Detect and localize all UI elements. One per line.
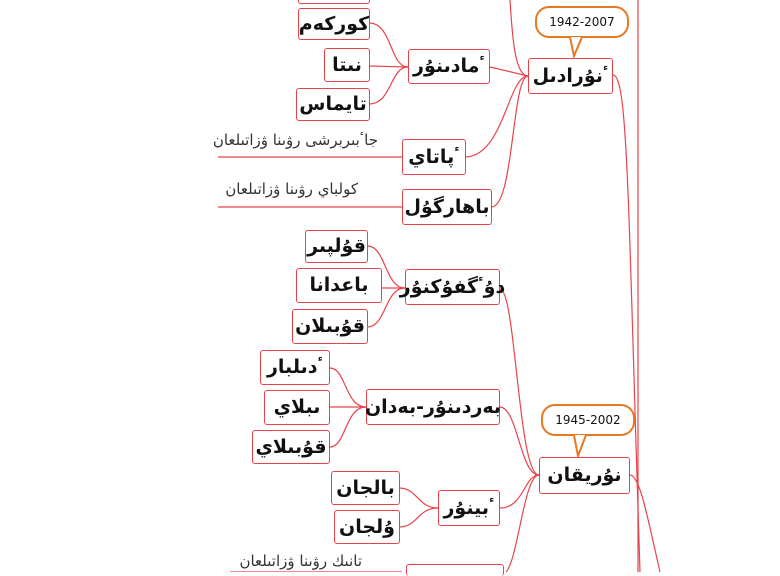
node-patay[interactable]: ٴپاتاي (402, 139, 466, 175)
node-baljan[interactable]: بالجان (331, 471, 400, 505)
node-uljan[interactable]: ۇلجان (334, 510, 400, 544)
node-binur[interactable]: ٴبينۇر (438, 490, 500, 526)
nuradil-callout-pointer (568, 36, 588, 58)
node-dugfukinur[interactable]: دۇٴگفۇكنۇر (405, 269, 500, 305)
node-nita[interactable]: نىتا (324, 48, 370, 82)
node-berdinur-badan[interactable]: بەردىنۇر-بەدان (366, 389, 500, 425)
patay-note: جاٴبىربرشى رۋىنا ۋزاتىلعان (212, 131, 378, 149)
node-dilbar[interactable]: ٴدىلبار (260, 350, 330, 385)
node-madinur[interactable]: ٴمادىنۇر (408, 49, 490, 84)
nurigan-years-callout (541, 404, 635, 436)
node-bagdana[interactable]: باعدانا (296, 268, 382, 303)
node-korkam[interactable]: كوركەم (298, 8, 370, 40)
bottom-note: تانىك رۋىنا ۋزاتىلعان (239, 552, 362, 570)
node-bottom-cut[interactable] (406, 564, 504, 576)
nurigan-callout-pointer (572, 434, 592, 458)
node-qulpir[interactable]: قۇلپىر (305, 230, 368, 263)
nuradil-years: 1942-2007 (549, 15, 615, 29)
node-nuradil[interactable]: ٴنۇرادىل (528, 58, 613, 94)
node-qubilay[interactable]: قۇبىلاي (252, 430, 330, 464)
node-top-cut[interactable] (298, 0, 370, 4)
nurigan-years: 1945-2002 (555, 413, 621, 427)
baharguli-note: كولباي رۋىنا ۋزاتىلعان (225, 180, 358, 198)
node-taymas[interactable]: تايماس (296, 88, 370, 121)
nuradil-years-callout (535, 6, 629, 38)
node-baharguli[interactable]: باھارگۇل (402, 189, 492, 225)
node-nurigan[interactable]: نۇريقان (539, 457, 630, 494)
node-qubilan[interactable]: قۇبىلان (292, 309, 368, 344)
node-iblay[interactable]: ىبلاي (264, 390, 330, 425)
